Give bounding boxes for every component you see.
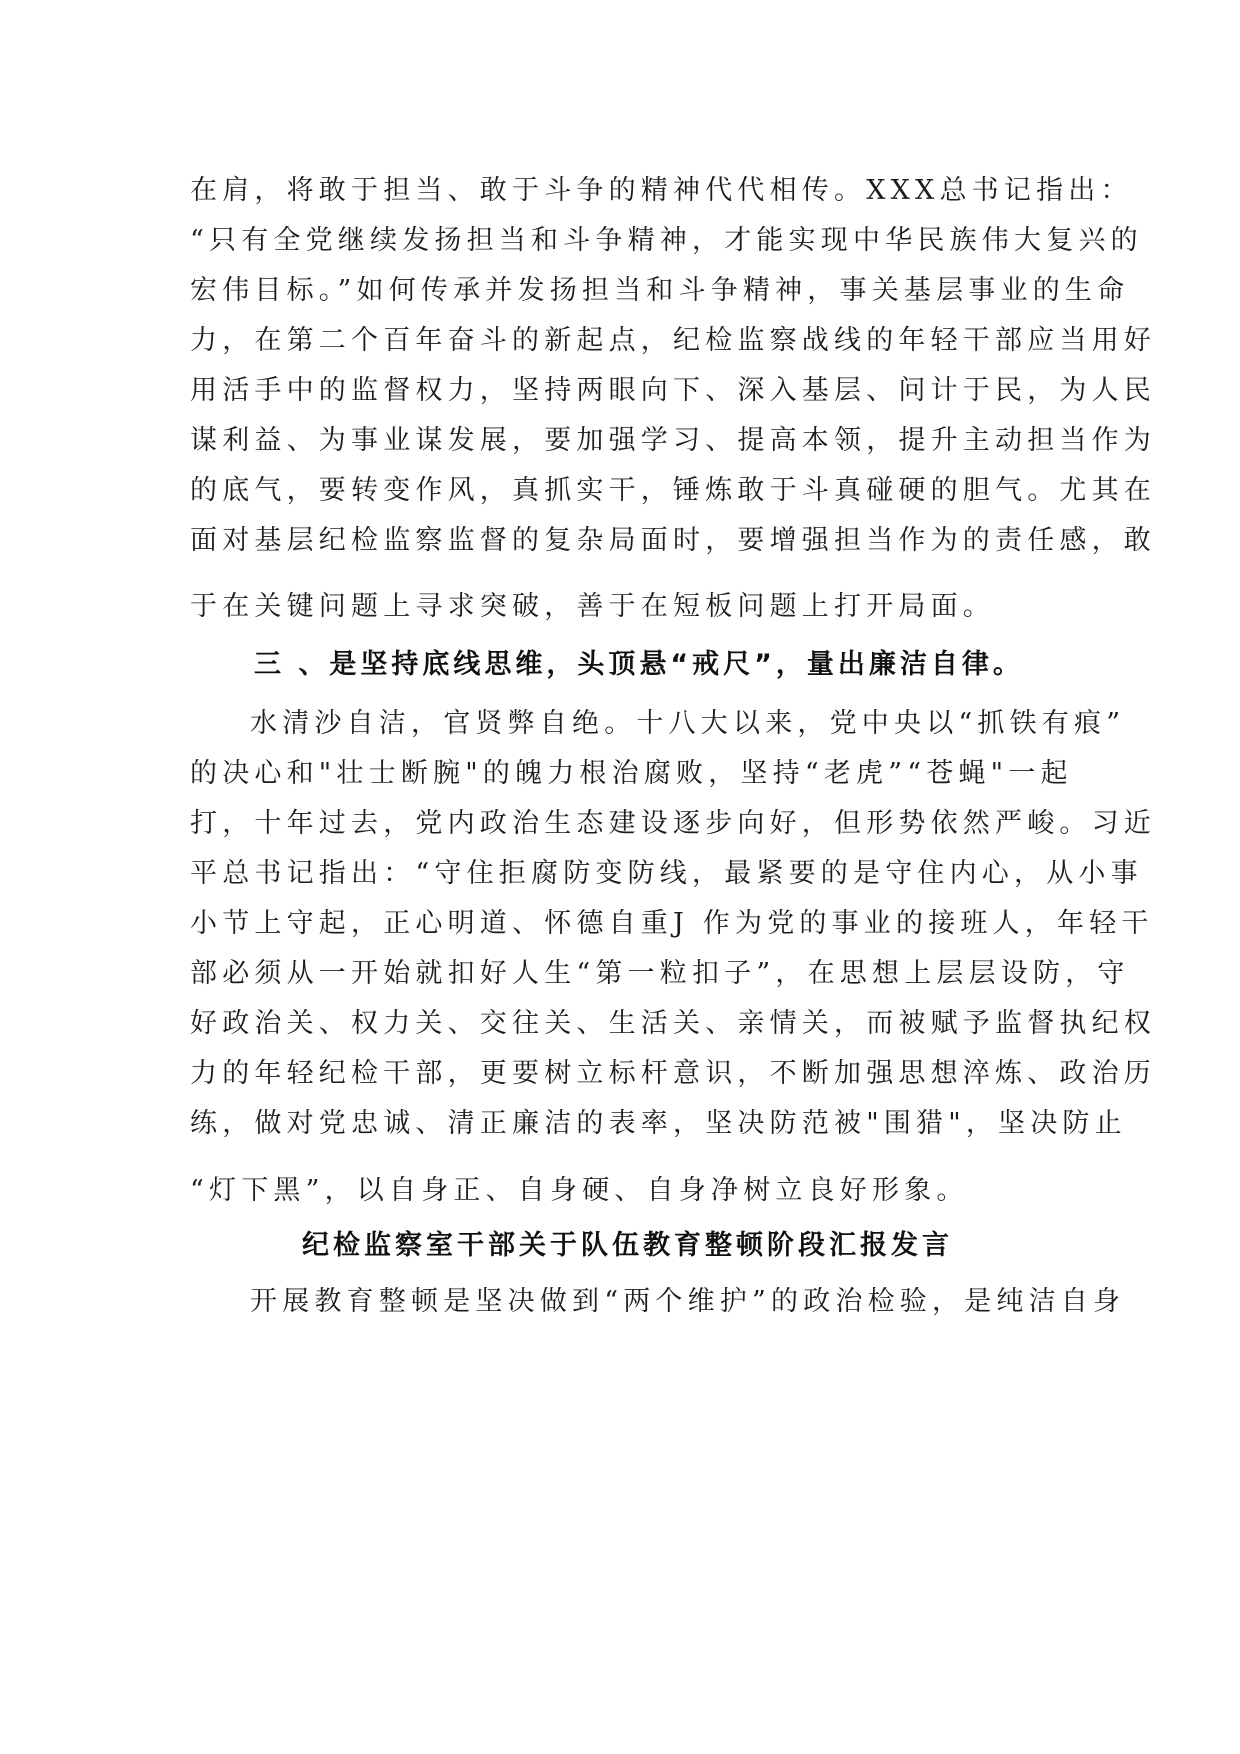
section-heading: 三 、是坚持底线思维，头顶悬“戒尺”，量出廉洁自律。	[254, 649, 1024, 680]
paragraph-line: 平总书记指出：“守住拒腐防变防线，最紧要的是守住内心，从小事	[190, 858, 1143, 889]
paragraph-line: 的决心和"壮士断腕"的魄力根治腐败，坚持“老虎”“苍蝇"一起	[190, 758, 1073, 789]
paragraph-line: 部必须从一开始就扣好人生“第一粒扣子”，在思想上层层设防，守	[190, 958, 1130, 989]
paragraph-line: 小节上守起，正心明道、怀德自重J 作为党的事业的接班人，年轻干	[190, 908, 1154, 939]
paragraph-line: 在肩，将敢于担当、敢于斗争的精神代代相传。XXX总书记指出：	[190, 175, 1133, 206]
paragraph-line: 谋利益、为事业谋发展，要加强学习、提高本领，提升主动担当作为	[190, 425, 1156, 456]
paragraph-line: 开展教育整顿是坚决做到“两个维护”的政治检验，是纯洁自身	[250, 1286, 1126, 1317]
paragraph-line: 宏伟目标。”如何传承并发扬担当和斗争精神，事关基层事业的生命	[190, 275, 1130, 306]
paragraph-line: 用活手中的监督权力，坚持两眼向下、深入基层、问计于民，为人民	[190, 375, 1156, 406]
paragraph-line: 练，做对党忠诚、清正廉洁的表率，坚决防范被"围猎"，坚决防止	[190, 1108, 1127, 1139]
paragraph-line: 打，十年过去，党内政治生态建设逐步向好，但形势依然严峻。习近	[190, 808, 1156, 839]
paragraph-line: 面对基层纪检监察监督的复杂局面时，要增强担当作为的责任感，敢	[190, 525, 1156, 556]
paragraph-line: 力的年轻纪检干部，更要树立标杆意识，不断加强思想淬炼、政治历	[190, 1058, 1156, 1089]
paragraph-line: 水清沙自洁，官贤弊自绝。十八大以来，党中央以“抓铁有痕”	[250, 708, 1126, 739]
paragraph-line: 力，在第二个百年奋斗的新起点，纪检监察战线的年轻干部应当用好	[190, 325, 1156, 356]
paragraph-line: 的底气，要转变作风，真抓实干，锤炼敢于斗真碰硬的胆气。尤其在	[190, 475, 1156, 506]
paragraph-line: “只有全党继续发扬担当和斗争精神，才能实现中华民族伟大复兴的	[190, 225, 1143, 256]
paragraph-line: 好政治关、权力关、交往关、生活关、亲情关，而被赋予监督执纪权	[190, 1008, 1156, 1039]
paragraph-line: 于在关键问题上寻求突破，善于在短板问题上打开局面。	[190, 591, 995, 622]
paragraph-line: “灯下黑”，以自身正、自身硬、自身净树立良好形象。	[190, 1175, 969, 1206]
article-title: 纪检监察室干部关于队伍教育整顿阶段汇报发言	[302, 1230, 953, 1261]
